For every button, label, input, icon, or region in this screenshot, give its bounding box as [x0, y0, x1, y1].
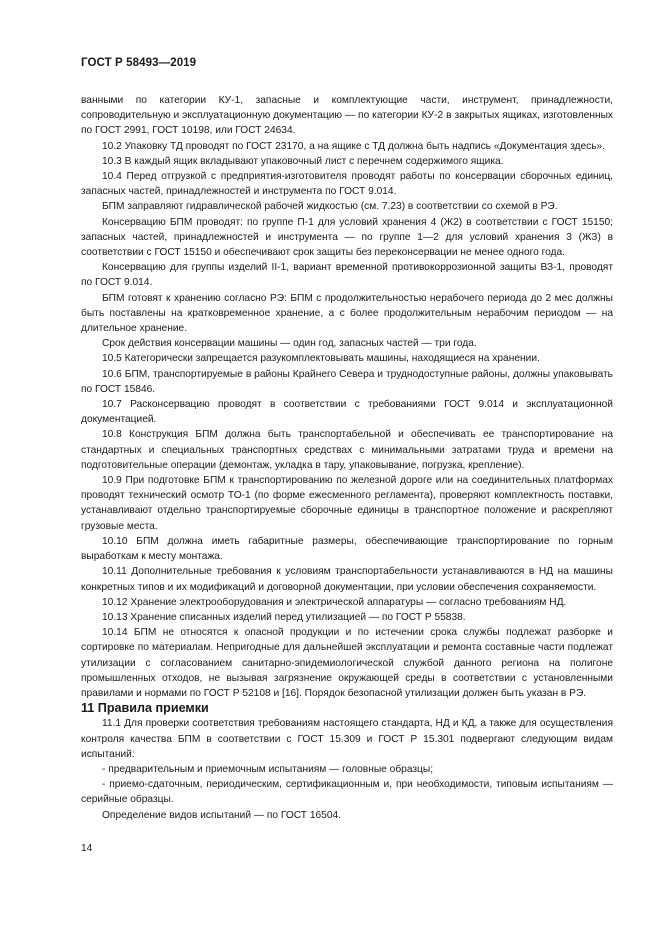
paragraph-conservation-group: Консервацию для группы изделий II-1, вариант временной противокоррозионной защиты ВЗ-1, проводят по ГОСТ 9.014.	[81, 262, 613, 289]
paragraph-11-1: 11.1 Для проверки соответствия требованиям настоящего стандарта, НД и КД, а также для осуществления контроля качества БПМ в соответствии с ГОСТ 15.309 и ГОСТ Р 15.301 подвергают следующим видам испытаний:	[81, 718, 613, 760]
paragraph-10-11: 10.11 Дополнительные требования к условиям транспортабельности устанавливаются в НД на машины конкретных типов и их модификаций и договорной документации, при условии обеспечения сохраняемости.	[81, 566, 613, 593]
paragraph-continuation: ванными по категории КУ-1, запасные и комплектующие части, инструмент, принадлежности, сопроводительную и эксплуатационную документацию — по категории КУ-2 в закрытых ящиках, изготовленных по ГОСТ 2991, ГОСТ 10198, или ГОСТ 24634.	[81, 95, 613, 137]
paragraph-10-2: 10.2 Упаковку ТД проводят по ГОСТ 23170, а на ящике с ТД должна быть надпись «Документация здесь».	[102, 140, 606, 152]
paragraph-10-4: 10.4 Перед отгрузкой с предприятия-изготовителя проводят работы по консервации сборочных единиц, запасных частей, принадлежностей и инструмента по ГОСТ 9.014.	[81, 171, 613, 198]
paragraph-10-9: 10.9 При подготовке БПМ к транспортированию по железной дороге или на соединительных платформах проводят технический осмотр ТО-1 (по форме ежесменного регламента), проверяют комплектность поставки, устанавливают отдельно транспортируемые сборочные единицы в транспортное положение и раскрепляют грузовые места.	[81, 475, 613, 532]
paragraph-10-10: 10.10 БПМ должна иметь габаритные размеры, обеспечивающие транспортирование по горным выработкам к месту монтажа.	[81, 535, 613, 563]
page-number: 14	[81, 843, 93, 854]
section-title: 11 Правила приемки	[81, 701, 209, 716]
paragraph-conservation: Консервацию БПМ проводят: по группе П-1 для условий хранения 4 (Ж2) в соответствии с ГОСТ 15150; запасных частей, принадлежностей и инструмента — по группе 1—2 для условий хранения 3 (ЖЗ) в соответствии с ГОСТ 15150 и обеспечивают срок защиты без переконсервации не менее одного года.	[81, 216, 613, 259]
list-item-preliminary: - предварительным и приемочным испытаниям — головные образцы;	[102, 763, 434, 775]
paragraph-10-3: 10.3 В каждый ящик вкладывают упаковочный лист с перечнем содержимого ящика.	[102, 155, 504, 167]
paragraph-10-12: 10.12 Хранение электрооборудования и электрической аппаратуры — согласно требованиям НД.	[102, 596, 567, 608]
document-body	[81, 93, 613, 823]
paragraph-test-definition: Определение видов испытаний — по ГОСТ 16504.	[102, 809, 342, 821]
paragraph-10-13: 10.13 Хранение списанных изделий перед утилизацией — по ГОСТ Р 55838.	[102, 611, 466, 623]
paragraph-10-8: 10.8 Конструкция БПМ должна быть транспортабельной и обеспечивать ее транспортирование на стандартных и специальных транспортных средствах с минимальными затратами труда и времени на подготовительные операции (демонтаж, укладка в тару, упаковывание, погрузка, крепление).	[81, 429, 613, 471]
paragraph-10-5: 10.5 Категорически запрещается разукомплектовывать машины, находящиеся на хранении.	[102, 353, 540, 365]
paragraph-10-7: 10.7 Расконсервацию проводят в соответствии с требованиями ГОСТ 9.014 и эксплуатационной документацией.	[81, 399, 613, 426]
paragraph-10-6: 10.6 БПМ, транспортируемые в районы Крайнего Севера и труднодоступные районы, должны упаковывать по ГОСТ 15846.	[81, 368, 613, 395]
paragraph-hydraulic: БПМ заправляют гидравлической рабочей жидкостью (см. 7.23) в соответствии со схемой в РЭ.	[102, 201, 558, 213]
paragraph-storage-prep: БПМ готовят к хранению согласно РЭ: БПМ с продолжительностью нерабочего периода до 2 мес должны быть поставлены на кратковременное хранение, а с более продолжительным нерабочим периодом — на длительное хранение.	[81, 292, 613, 335]
paragraph-10-14: 10.14 БПМ не относятся к опасной продукции и по истечении срока службы подлежат разборке и сортировке по материалам. Непригодные для дальнейшей эксплуатации и ремонта составные части подлежат утилизации с согласованием санитарно-эпидемиологической службой данного региона на полигоне промышленных отходов, не вызывая загрязнение окружающей среды в соответствии с установленными правилами и нормами по ГОСТ Р 52108 и [16]. Порядок безопасной утилизации должен быть указан в РЭ.	[81, 627, 613, 699]
document-header: ГОСТ Р 58493—2019	[81, 57, 197, 69]
list-item-acceptance: - приемо-сдаточным, периодическим, сертификационным и, при необходимости, типовым испытаниям — серийные образцы.	[81, 779, 613, 806]
paragraph-conservation-term: Срок действия консервации машины — один год, запасных частей — три года.	[102, 338, 477, 350]
